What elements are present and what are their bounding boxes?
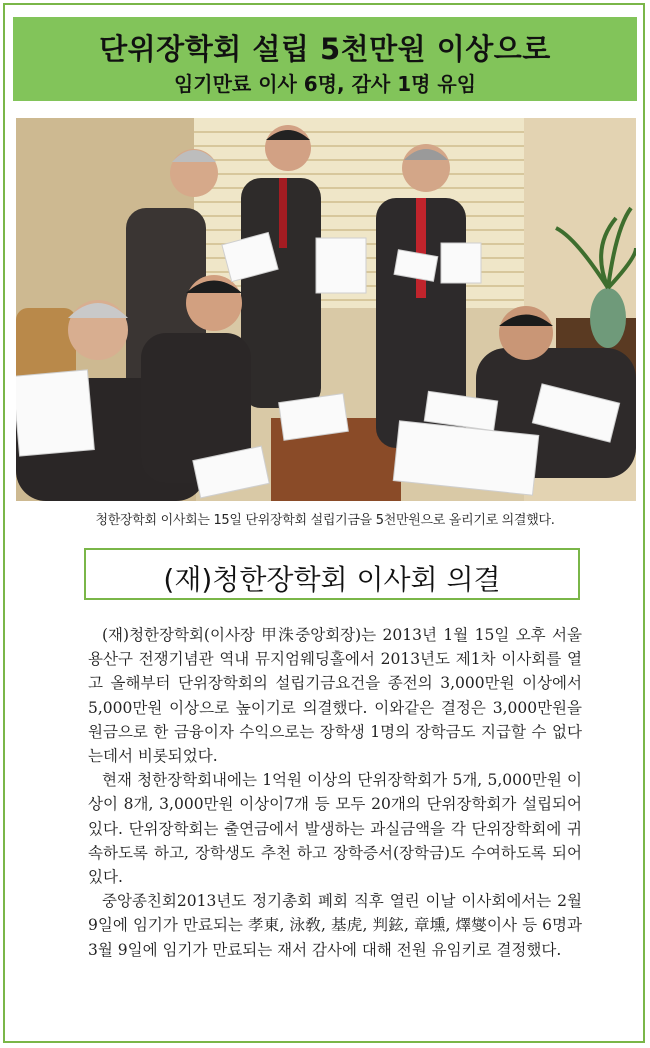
article-paragraph: 현재 청한장학회내에는 1억원 이상의 단위장학회가 5개, 5,000만원 이상이 8개, 3,000만원 이상이7개 등 모두 20개의 단위장학회가 설립되어있다. 단위장학회는 출연금에서 발생하는 과실금액을 각 단위장학회에 귀속하도록 하고, 장학생도 추천 하고 장학증서(장학금)도 수여하도록 되어있다. bbox=[88, 771, 582, 887]
photo-caption: 청한장학회 이사회는 15일 단위장학회 설립기금을 5천만원으로 올리기로 의결했다. bbox=[95, 513, 555, 528]
article-paragraph: (재)청한장학회(이사장 甲洙중앙회장)는 2013년 1월 15일 오후 서울 용산구 전쟁기념관 역내 뮤지엄웨딩홀에서 2013년도 제1차 이사회를 열고 올해부터 단위장학회의 설립기금요건을 종전의 3,000만원 이상에서 5,000만원 이상으로 높이기로 의결했다. 이와같은 결정은 3,000만원을 원금으로 한 금융이자 수익으로는 장학생 1명의 장학금도 지급할 수 없다는데서 비롯되었다. bbox=[88, 626, 582, 766]
article-paragraph: 중앙종친회2013년도 정기총회 폐회 직후 열린 이날 이사회에서는 2월 9일에 임기가 만료되는 孝東, 泳敎, 基虎, 判鉉, 章壎, 燡燮이사 등 6명과 3월 9일에 임기가 만료되는 재서 감사에 대해 전원 유임키로 결정했다. bbox=[88, 892, 582, 959]
article-body bbox=[88, 623, 582, 962]
section-title: (재)청한장학회 이사회 의결 bbox=[163, 563, 501, 596]
headline-subtitle: 임기만료 이사 6명, 감사 1명 유임 bbox=[173, 72, 477, 96]
headline-banner bbox=[13, 17, 637, 101]
meeting-photo bbox=[16, 118, 636, 501]
headline-title: 단위장학회 설립 5천만원 이상으로 bbox=[99, 32, 551, 66]
section-title-box bbox=[84, 548, 580, 600]
